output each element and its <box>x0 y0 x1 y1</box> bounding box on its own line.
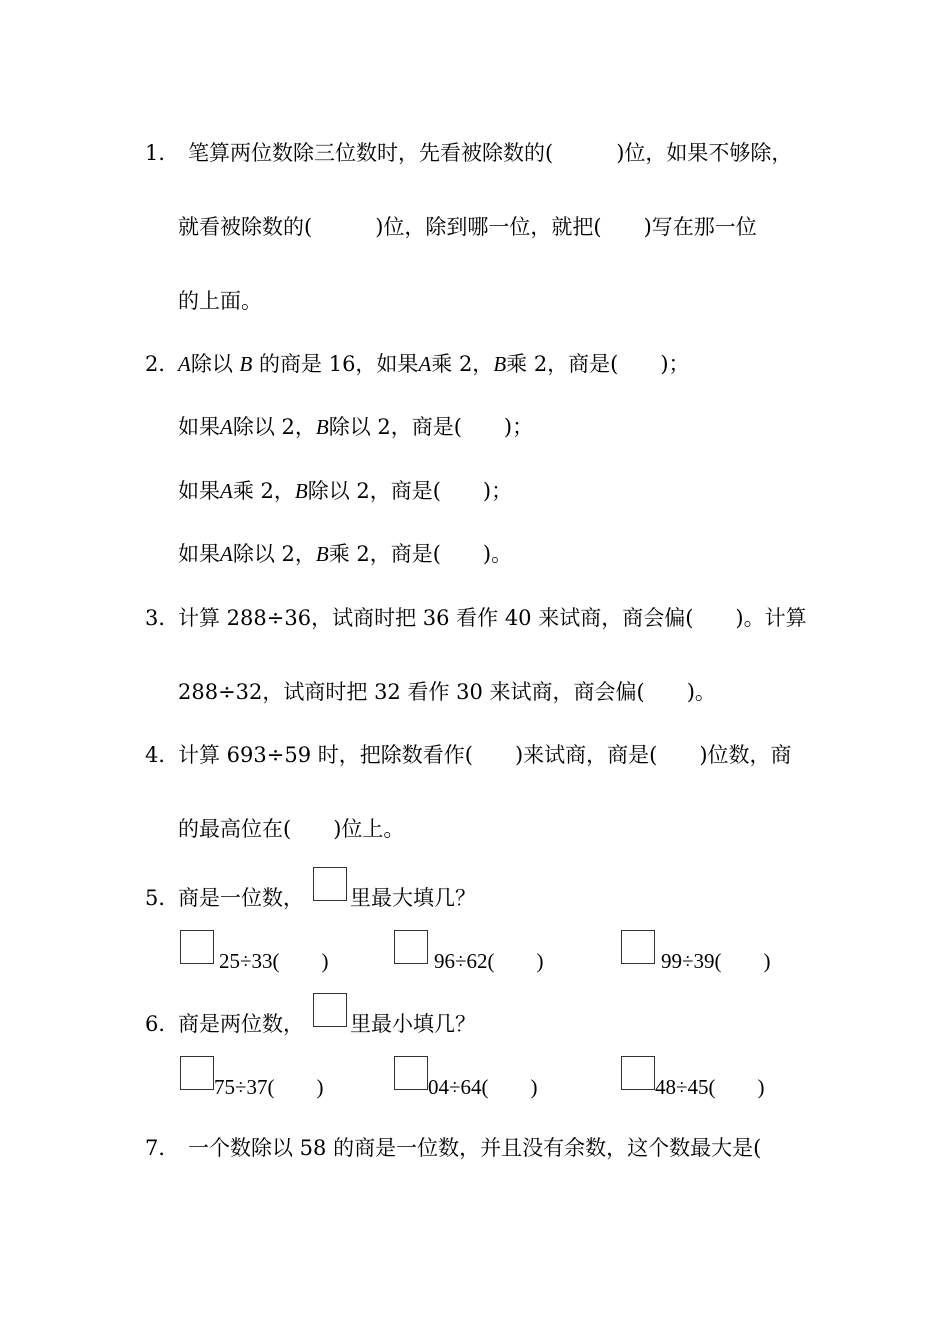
blank-box[interactable] <box>180 1056 214 1090</box>
question-text: 的最高位在( )位上。 <box>178 817 405 841</box>
question-number: 7． <box>145 1136 180 1160</box>
blank-box[interactable] <box>180 930 214 964</box>
question-text: 商是两位数， <box>178 1012 304 1036</box>
question-text: 的上面。 <box>178 289 262 313</box>
expression: 04÷64( ) <box>428 1075 538 1099</box>
question-text <box>178 350 690 378</box>
expression: 99÷39( ) <box>661 949 771 973</box>
text-fragment: 除以 2，商是( )； <box>307 479 513 503</box>
variable-b: B <box>315 415 329 439</box>
question-text <box>178 540 512 568</box>
text-fragment: 乘 2，商是( )。 <box>328 542 513 566</box>
text-fragment: 除以 2，商是( )； <box>328 415 534 439</box>
variable-a: A <box>220 479 233 503</box>
variable-b: B <box>493 352 507 376</box>
text-fragment: 除以 2， <box>232 415 316 439</box>
variable-b: B <box>239 352 253 376</box>
expression: 96÷62( ) <box>434 949 544 973</box>
expression: 25÷33( ) <box>219 949 329 973</box>
variable-a: A <box>220 542 233 566</box>
question-number: 6． <box>145 1012 180 1036</box>
question-number: 1． <box>145 141 180 165</box>
text-fragment: 如果 <box>178 542 220 566</box>
question-text: 里最小填几？ <box>350 1012 476 1036</box>
text-fragment: 除以 2， <box>232 542 316 566</box>
text-fragment: 乘 2，商是( )； <box>506 352 690 376</box>
question-text: 一个数除以 58 的商是一位数，并且没有余数，这个数最大是( <box>188 1136 762 1160</box>
expression: 75÷37( ) <box>214 1075 324 1099</box>
blank-box[interactable] <box>394 930 428 964</box>
blank-box[interactable] <box>313 867 347 901</box>
question-number: 3． <box>145 606 180 630</box>
variable-a: A <box>220 415 233 439</box>
question-text <box>178 413 533 441</box>
question-text: 商是一位数， <box>178 886 304 910</box>
text-fragment: 乘 2， <box>431 352 494 376</box>
blank-box[interactable] <box>621 1056 655 1090</box>
question-number: 2． <box>145 352 180 376</box>
question-number: 4． <box>145 743 180 767</box>
variable-a: A <box>418 352 432 376</box>
question-number: 5． <box>145 886 180 910</box>
text-fragment: 如果 <box>178 479 220 503</box>
question-text: 计算 288÷36，试商时把 36 看作 40 来试商，商会偏( )。计算 <box>178 606 807 630</box>
blank-box[interactable] <box>313 993 347 1027</box>
blank-box[interactable] <box>394 1056 428 1090</box>
question-text: 就看被除数的( )位，除到哪一位，就把( )写在那一位 <box>178 215 757 239</box>
variable-a: A <box>178 352 191 376</box>
question-text <box>178 477 512 505</box>
variable-b: B <box>294 479 308 503</box>
text-fragment: 的商是 16，如果 <box>259 352 419 376</box>
expression: 48÷45( ) <box>655 1075 765 1099</box>
question-text: 计算 693÷59 时，把除数看作( )来试商，商是( )位数，商 <box>178 743 792 767</box>
text-fragment: 除以 <box>190 352 233 376</box>
question-text: 里最大填几？ <box>350 886 476 910</box>
variable-b: B <box>315 542 329 566</box>
question-text: 288÷32，试商时把 32 看作 30 来试商，商会偏( )。 <box>178 680 716 704</box>
text-fragment: 乘 2， <box>232 479 295 503</box>
blank-box[interactable] <box>621 930 655 964</box>
question-text: 笔算两位数除三位数时，先看被除数的( )位，如果不够除， <box>188 141 793 165</box>
text-fragment: 如果 <box>178 415 220 439</box>
